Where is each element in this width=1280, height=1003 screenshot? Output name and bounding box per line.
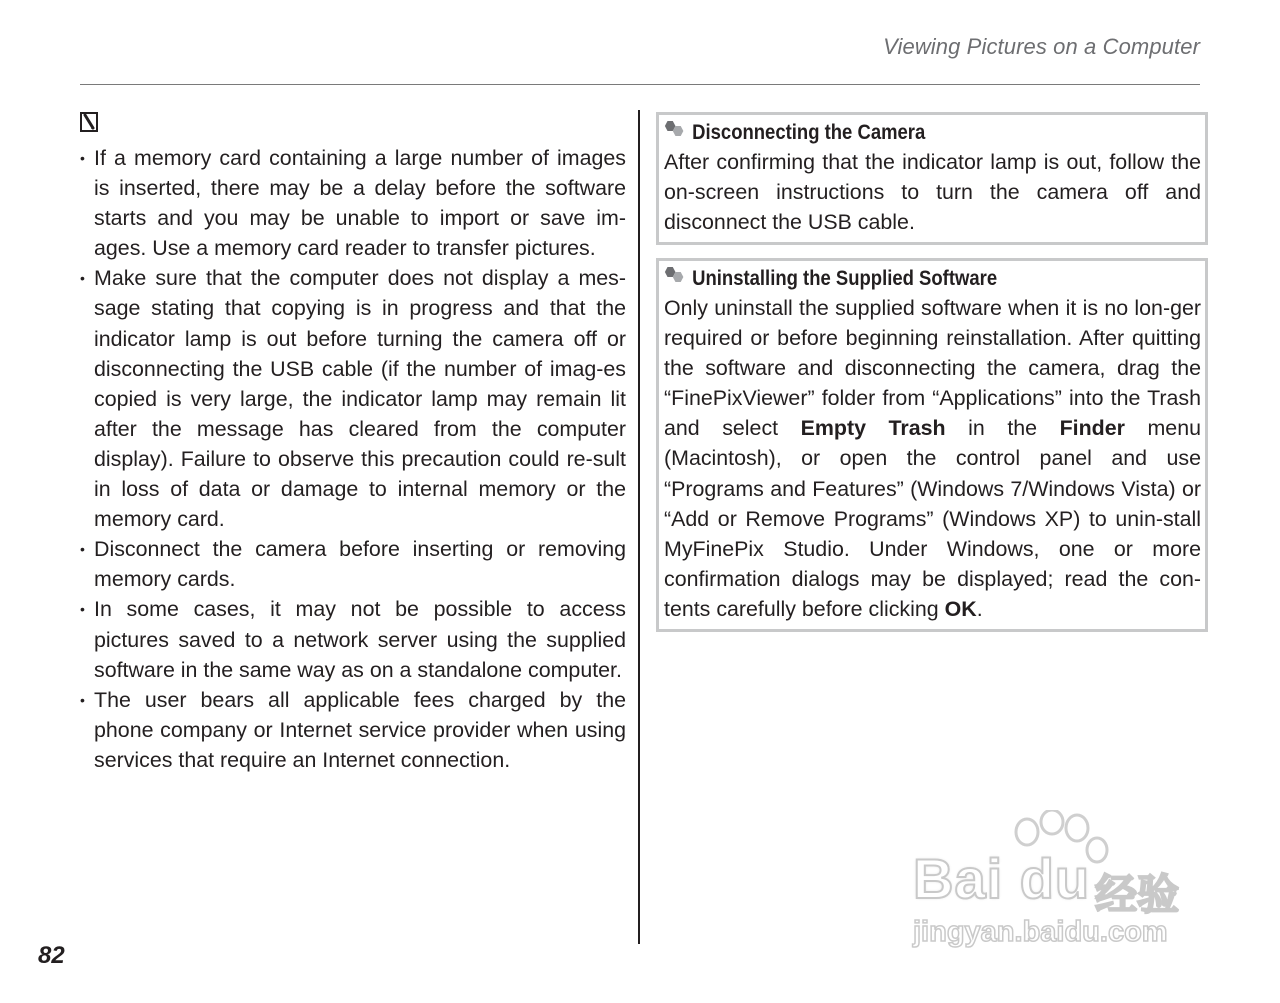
list-item: • In some cases, it may not be possible to access pictures saved to a network server using the supplied software in the same way as on a standalone computer. xyxy=(80,597,626,682)
list-item: • Disconnect the camera before inserting or removing memory cards. xyxy=(80,537,626,592)
hexagons-icon xyxy=(664,265,687,293)
header-rule xyxy=(80,84,1200,85)
disconnect-box xyxy=(656,112,1208,245)
notes-column xyxy=(76,112,626,775)
page-number: 82 xyxy=(38,942,65,969)
uninstall-text: Only uninstall the supplied software when it is no lon-ger required or before beginning reinstallation. After quitting the software and disconnecting the camera, drag the “FinePixViewer” folder from “Applications” into the Trash and select Empty Trash in the Finder menu (Macintosh), or open the control panel and use “Programs and Features” (Windows 7/Windows Vista) or “Add or Remove Programs” (Windows XP) to unin-stall MyFinePix Studio. Under Windows, one or more confirmation dialogs may be displayed; read the con-tents carefully before clicking OK. xyxy=(664,296,1201,621)
hexagons-icon xyxy=(664,119,687,147)
notes-list xyxy=(76,143,626,775)
running-head: Viewing Pictures on a Computer xyxy=(883,34,1200,59)
disconnect-title: Disconnecting the Camera xyxy=(664,119,1137,147)
note-pencil-icon xyxy=(80,112,98,132)
finder-label: Finder xyxy=(1059,416,1125,441)
column-divider xyxy=(638,110,640,944)
list-item: • Make sure that the computer does not display a mes-sage stating that copying is in progress and that the indicator lamp is out before turning the camera off or disconnecting the USB cable (if the number of imag-es copied is very large, the indicator lamp may remain lit after the message has cleared from the computer display). Failure to observe this precaution could re-sult in loss of data or damage to internal memory or the memory card. xyxy=(80,266,626,532)
disconnect-text: After confirming that the indicator lamp is out, follow the on-screen instructions to turn the camera off and disconnect the USB cable. xyxy=(664,150,1201,235)
empty-trash-label: Empty Trash xyxy=(800,416,946,441)
ok-label: OK xyxy=(944,596,977,621)
baidu-watermark: Bai du 经验 jingyan.baidu.com xyxy=(905,810,1205,955)
uninstall-box xyxy=(656,258,1208,632)
uninstall-title: Uninstalling the Supplied Software xyxy=(664,265,1137,293)
list-item: • The user bears all applicable fees charged by the phone company or Internet service provider when using services that require an Internet connection. xyxy=(80,687,626,772)
list-item: • If a memory card containing a large number of images is inserted, there may be a delay before the software starts and you may be unable to import or save im-ages. Use a memory card reader to transfer pictures. xyxy=(80,146,626,261)
